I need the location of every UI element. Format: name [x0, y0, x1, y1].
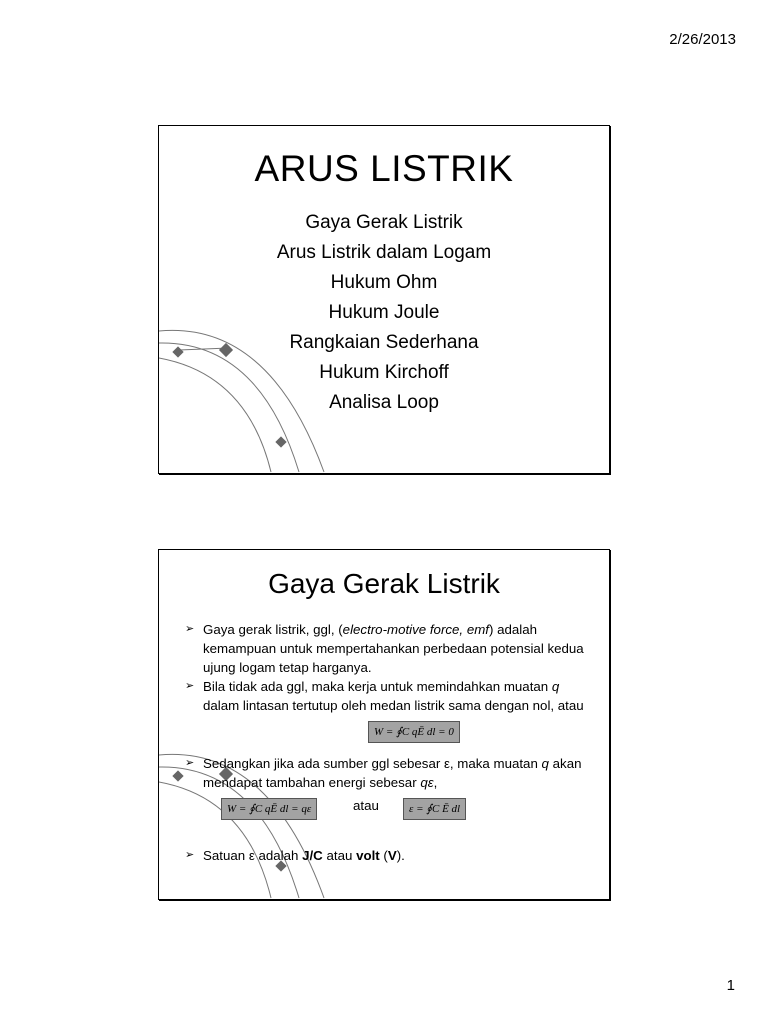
equation-row [203, 798, 599, 830]
topic-item: Arus Listrik dalam Logam [276, 242, 492, 263]
slide-title: ARUS LISTRIK [254, 148, 514, 189]
equation-work-zero: W = ∮C qĒ dl = 0 [368, 721, 460, 743]
equation-work-emf: W = ∮C qĒ dl = qε [221, 798, 317, 820]
bullet-arrow-icon: ➢ [185, 757, 195, 769]
topic-item: Hukum Ohm [330, 272, 438, 293]
topic-item: Hukum Joule [328, 302, 440, 323]
bullet-item: ➢ Bila tidak ada ggl, maka kerja untuk memindahkan muatan q dalam lintasan tertutup oleh medan listrik sama dengan nol, atau W = ∮C qĒ dl = 0 [183, 677, 599, 754]
equation-emf: ε = ∮C Ē dl [403, 798, 466, 820]
bullet-list [183, 620, 599, 865]
slide-2 [158, 549, 610, 900]
equation-separator: atau [353, 798, 379, 813]
bullet-arrow-icon: ➢ [185, 623, 195, 635]
bullet-item: ➢ Sedangkan jika ada sumber ggl sebesar ε, maka muatan q akan mendapat tambahan energi sebesar qε, W = ∮C qĒ dl = qε atau ε = ∮C Ē dl [183, 754, 599, 846]
topic-item: Gaya Gerak Listrik [305, 212, 463, 233]
bullet-item: ➢ Gaya gerak listrik, ggl, (electro-motive force, emf) adalah kemampuan untuk mempertahankan perbedaan potensial kedua ujung logam tetap harganya. [185, 622, 584, 675]
topic-item: Rangkaian Sederhana [289, 332, 479, 353]
bullet-item: ➢ Satuan ε adalah J/C atau volt (V). [185, 848, 405, 863]
topic-list [159, 208, 609, 418]
topic-item: Hukum Kirchoff [319, 362, 449, 383]
bullet-arrow-icon: ➢ [185, 849, 195, 861]
topic-item: Analisa Loop [329, 392, 439, 413]
slide-1 [158, 125, 610, 474]
page-number: 1 [726, 977, 735, 994]
header-date: 2/26/2013 [669, 31, 736, 48]
bullet-arrow-icon: ➢ [185, 680, 195, 692]
slide-title: Gaya Gerak Listrik [268, 568, 500, 599]
